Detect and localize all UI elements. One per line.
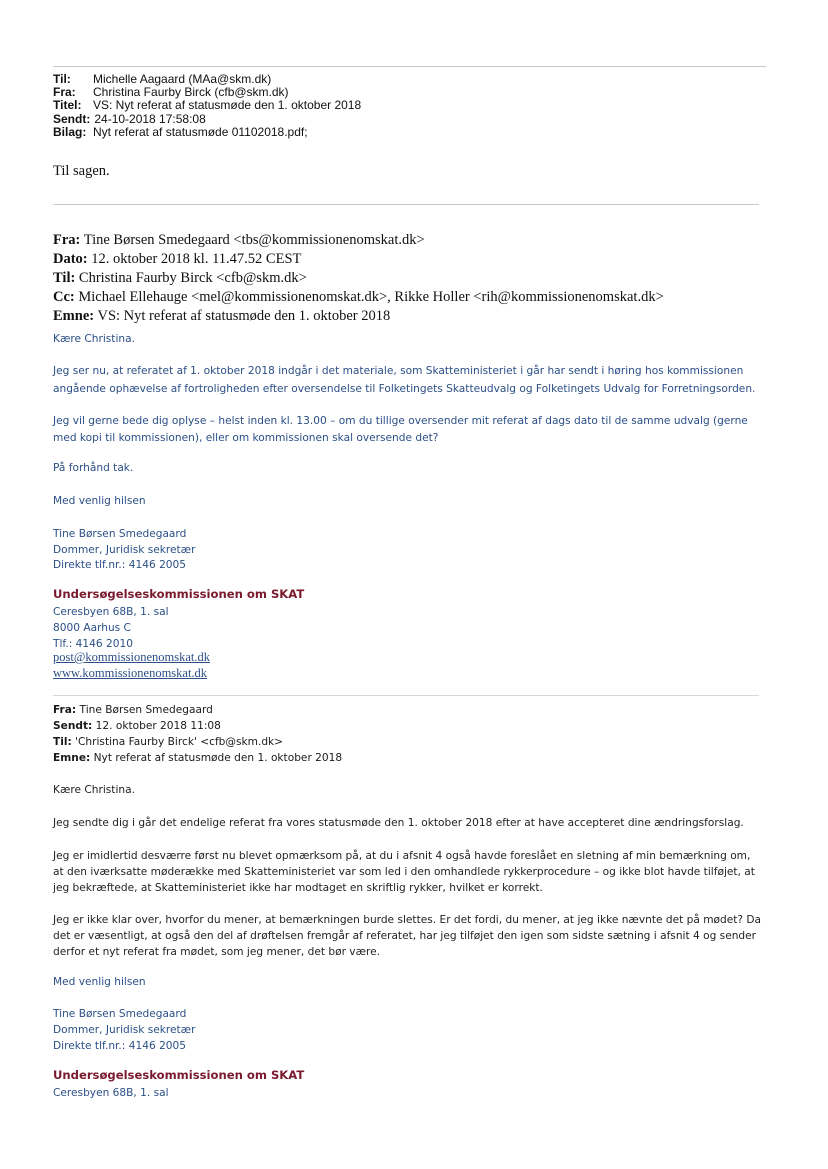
outer-email-header: [53, 73, 361, 139]
msg2-para2-line2: at den iværksatte møderække med Skatteministeriet var som led i den omhandlede rykkerprocedure – og ikke blot havde tilføjet, at: [53, 866, 755, 878]
msg1-address-street: Ceresbyen 68B, 1. sal: [53, 606, 169, 618]
msg1-thanks: På forhånd tak.: [53, 462, 134, 474]
sent-label: Sendt:: [53, 111, 91, 126]
msg2-para2-line3: jeg bekræftede, at Skatteministeriet ikke har modtaget en skriftlig rykker, hvilket er korrekt.: [53, 882, 543, 894]
sent-value: 24-10-2018 17:58:08: [94, 111, 206, 126]
msg2-signature-title: Dommer, Juridisk sekretær: [53, 1024, 196, 1036]
fwd-date-label: Dato:: [53, 251, 88, 267]
msg2-signature-name: Tine Børsen Smedegaard: [53, 1008, 187, 1020]
msg2-para2-line1: Jeg er imidlertid desværre først nu blevet opmærksom på, at du i afsnit 4 også havde foreslået en sletning af min bemærkning om,: [53, 850, 751, 862]
msg2-greeting: Kære Christina.: [53, 784, 135, 796]
orig-subject-value: Nyt referat af statusmøde den 1. oktober 2018: [93, 752, 343, 764]
original-message-header: [53, 702, 342, 766]
msg1-para2-line1: Jeg vil gerne bede dig oplyse – helst inden kl. 13.00 – om du tillige oversender mit referat af dags dato til de samme udvalg (gerne: [53, 415, 748, 427]
msg1-signature-name: Tine Børsen Smedegaard: [53, 528, 187, 540]
fwd-date-value: 12. oktober 2018 kl. 11.47.52 CEST: [91, 251, 302, 267]
fwd-cc-label: Cc:: [53, 289, 75, 305]
fwd-subject-value: VS: Nyt referat af statusmøde den 1. oktober 2018: [97, 308, 391, 324]
msg2-para3-line3: derfor et nyt referat fra mødet, som jeg mener, det bør være.: [53, 946, 380, 958]
msg1-regards: Med venlig hilsen: [53, 495, 146, 507]
msg1-website-link[interactable]: www.kommissionenomskat.dk: [53, 666, 208, 680]
msg1-organization: Undersøgelseskommissionen om SKAT: [53, 587, 305, 601]
orig-to-label: Til:: [53, 736, 72, 748]
fwd-to-row: [53, 269, 664, 288]
outer-note: Til sagen.: [53, 163, 110, 179]
msg2-para3-line1: Jeg er ikke klar over, hvorfor du mener, at bemærkningen burde slettes. Er det fordi, du mener, at jeg ikke nævnte det på mødet? Da: [53, 914, 762, 926]
orig-from-row: [53, 702, 342, 718]
msg1-address-city: 8000 Aarhus C: [53, 622, 131, 634]
msg1-para2-line2: med kopi til kommissionen), eller om kommissionen skal oversende det?: [53, 432, 439, 444]
fwd-to-label: Til:: [53, 270, 76, 286]
fwd-from-row: [53, 231, 664, 250]
msg1-signature-title: Dommer, Juridisk sekretær: [53, 544, 196, 556]
attachment-value: Nyt referat af statusmøde 01102018.pdf;: [93, 124, 308, 139]
orig-sent-value: 12. oktober 2018 11:08: [95, 720, 221, 732]
orig-subject-label: Emne:: [53, 752, 91, 764]
msg2-address-street: Ceresbyen 68B, 1. sal: [53, 1087, 169, 1099]
orig-to-row: [53, 734, 342, 750]
fwd-subject-label: Emne:: [53, 308, 95, 324]
msg2-signature-phone: Direkte tlf.nr.: 4146 2005: [53, 1040, 187, 1052]
message-divider: [53, 695, 759, 696]
fwd-date-row: [53, 250, 664, 269]
fwd-from-value: Tine Børsen Smedegaard <tbs@kommissionenomskat.dk>: [83, 232, 425, 248]
from-value: Christina Faurby Birck (cfb@skm.dk): [93, 85, 289, 100]
title-label: Titel:: [53, 98, 82, 113]
msg2-para1: Jeg sendte dig i går det endelige referat fra vores statusmøde den 1. oktober 2018 efter at have accepteret dine ændringsforslag.: [53, 817, 744, 829]
orig-sent-label: Sendt:: [53, 720, 93, 732]
msg2-organization: Undersøgelseskommissionen om SKAT: [53, 1068, 305, 1082]
msg2-regards: Med venlig hilsen: [53, 976, 146, 988]
header-sent-row: [53, 113, 361, 126]
orig-sent-row: [53, 718, 342, 734]
fwd-cc-value: Michael Ellehauge <mel@kommissionenomskat.dk>, Rikke Holler <rih@kommissionenomskat.dk>: [78, 289, 664, 305]
msg1-para1-line2: angående ophævelse af fortroligheden efter oversendelse til Folketingets Skatteudvalg og Folketingets Udvalg for Forretningsorden.: [53, 383, 756, 395]
fwd-subject-row: [53, 307, 664, 326]
attachment-label: Bilag:: [53, 124, 87, 139]
from-label: Fra:: [53, 85, 76, 100]
to-value: Michelle Aagaard (MAa@skm.dk): [93, 72, 272, 86]
fwd-cc-row: [53, 288, 664, 307]
msg1-signature-phone: Direkte tlf.nr.: 4146 2005: [53, 559, 187, 571]
header-attachment-row: [53, 126, 361, 139]
msg1-para1-line1: Jeg ser nu, at referatet af 1. oktober 2018 indgår i det materiale, som Skatteministeriet i går har sendt i høring hos kommissionen: [53, 365, 744, 377]
top-divider: [53, 66, 766, 67]
title-value: VS: Nyt referat af statusmøde den 1. oktober 2018: [93, 98, 362, 113]
orig-to-value: 'Christina Faurby Birck' <cfb@skm.dk>: [75, 736, 284, 748]
forwarded-header: [53, 231, 664, 326]
msg1-office-phone: Tlf.: 4146 2010: [53, 638, 133, 650]
msg2-para3-line2: det er væsentligt, at også den del af drøftelsen fremgår af referatet, har jeg tilføjet den igen som sidste sætning i afsnit 4 og sender: [53, 930, 757, 942]
to-label: Til:: [53, 72, 71, 86]
forward-divider: [53, 204, 759, 205]
msg1-greeting: Kære Christina.: [53, 333, 135, 345]
msg1-email-link[interactable]: post@kommissionenomskat.dk: [53, 650, 211, 664]
fwd-to-value: Christina Faurby Birck <cfb@skm.dk>: [78, 270, 307, 286]
orig-from-label: Fra:: [53, 704, 77, 716]
header-title-row: [53, 99, 361, 112]
orig-subject-row: [53, 750, 342, 766]
orig-from-value: Tine Børsen Smedegaard: [79, 704, 213, 716]
fwd-from-label: Fra:: [53, 232, 81, 248]
